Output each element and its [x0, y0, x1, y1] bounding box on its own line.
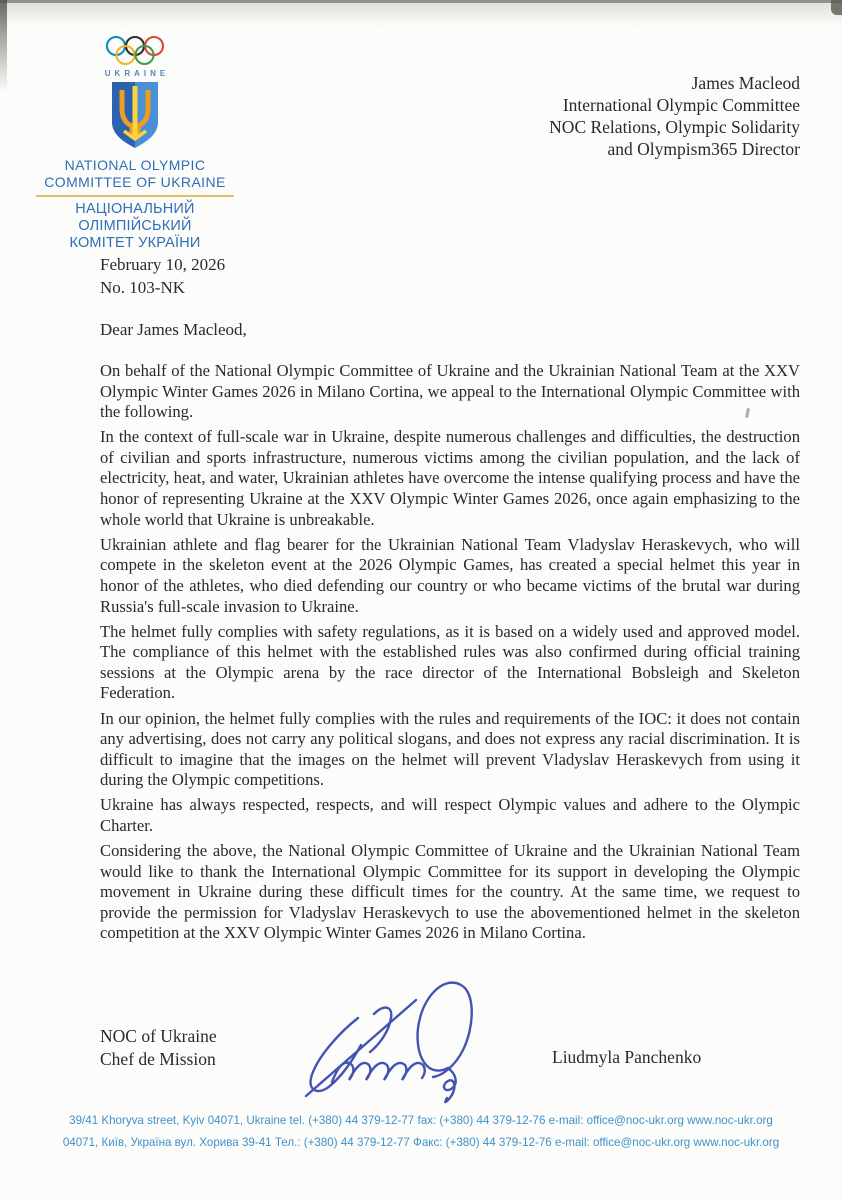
- gold-divider: [36, 195, 234, 197]
- date-reference-block: [100, 254, 225, 299]
- body-paragraph: In the context of full-scale war in Ukraine, despite numerous challenges and difficulties, the destruction of civilian and sports infrastructure, numerous victims among the civilian population, and the lack of electricity, heat, and water, Ukrainian athletes have overcome the intense qualifying process and have the honor of representing Ukraine at the XXV Olympic Winter Games 2026, once again emphasizing to the whole world that Ukraine is unbreakable.: [100, 427, 800, 529]
- recipient-line: James Macleod: [691, 73, 800, 93]
- body-paragraph: Ukrainian athlete and flag bearer for the Ukrainian National Team Vladyslav Heraskevych, who will compete in the skeleton event at the 2026 Olympic Games, has created a special helmet this year in honor of the athletes, who died defending our country or who became victims of the brutal war during Russia's full-scale invasion to Ukraine.: [100, 534, 800, 616]
- org-name-en-line2: COMMITTEE OF UKRAINE: [44, 173, 226, 190]
- salutation: Dear James Macleod,: [100, 320, 247, 339]
- footer-contact-block: [0, 1110, 842, 1154]
- scan-shadow-band: [0, 3, 842, 27]
- scan-edge-left: [0, 0, 7, 92]
- handwritten-signature: [296, 970, 510, 1108]
- org-name-uk-line1: НАЦІОНАЛЬНИЙ ОЛІМПІЙСЬКИЙ: [75, 201, 195, 234]
- body-paragraph: On behalf of the National Olympic Committee of Ukraine and the Ukrainian National Team at the XXV Olympic Winter Games 2026 in Milano Cortina, we appeal to the International Olympic Committee with the following.: [100, 361, 800, 422]
- rings-ukraine-label: UKRAINE: [104, 69, 170, 78]
- signer-org: NOC of Ukraine: [100, 1026, 217, 1046]
- recipient-block: [549, 72, 800, 160]
- scan-mark-top-right: [831, 0, 842, 15]
- body-paragraph: In our opinion, the helmet fully complies with the rules and requirements of the IOC: it does not contain any advertising, does not carry any political slogans, and does not express any racial discrimination. It is difficult to imagine that the images on the helmet will prevent Vladyslav Heraskevych from using it during the Olympic competitions.: [100, 708, 800, 790]
- signer-role: Chef de Mission: [100, 1049, 216, 1069]
- body-paragraph: Considering the above, the National Olympic Committee of Ukraine and the Ukrainian National Team would like to thank the International Olympic Committee for its support in developing the Olympic movement in Ukraine during these difficult times for the country. At the same time, we request to provide the permission for Vladyslav Heraskevych to use the abovementioned helmet in the skeleton competition at the XXV Olympic Winter Games 2026 in Milano Cortina.: [100, 841, 800, 943]
- footer-line-en: 39/41 Khoryva street, Kyiv 04071, Ukraine tel. (+380) 44 379-12-77 fax: (+380) 44 379-12-76 e-mail: office@noc-ukr.org www.noc-ukr.org: [69, 1114, 773, 1127]
- olympic-rings-icon: [103, 35, 167, 67]
- signer-name: Liudmyla Panchenko: [552, 1047, 702, 1067]
- signer-title-block: [100, 1025, 217, 1071]
- org-name-en-line1: NATIONAL OLYMPIC: [64, 157, 206, 173]
- letterhead-logo: [20, 35, 250, 252]
- trident-shield-icon: [110, 81, 160, 149]
- letter-date: February 10, 2026: [100, 255, 226, 274]
- footer-line-uk: 04071, Київ, Україна вул. Хорива 39-41 Тел.: (+380) 44 379-12-77 Факс: (+380) 44 379-12-76 e-mail: office@noc-ukr.org www.noc-ukr.org: [62, 1136, 780, 1149]
- letter-ref-number: No. 103-NK: [100, 277, 185, 297]
- recipient-line: and Olympism365 Director: [607, 139, 800, 159]
- org-name-uk-line2: КОМІТЕТ УКРАЇНИ: [69, 235, 201, 251]
- org-name-en: [20, 157, 250, 190]
- body-paragraph: The helmet fully complies with safety regulations, as it is based on a widely used and approved model. The compliance of this helmet with the established rules was also confirmed during official training sessions at the Olympic arena by the race director of the International Bobsleigh and Skeleton Federation.: [100, 621, 800, 703]
- org-name-uk: [20, 201, 250, 252]
- recipient-line: International Olympic Committee: [562, 95, 800, 115]
- recipient-line: NOC Relations, Olympic Solidarity: [549, 117, 800, 137]
- body-paragraph: Ukraine has always respected, respects, and will respect Olympic values and adhere to the Olympic Charter.: [100, 795, 800, 835]
- letter-body: [100, 361, 800, 949]
